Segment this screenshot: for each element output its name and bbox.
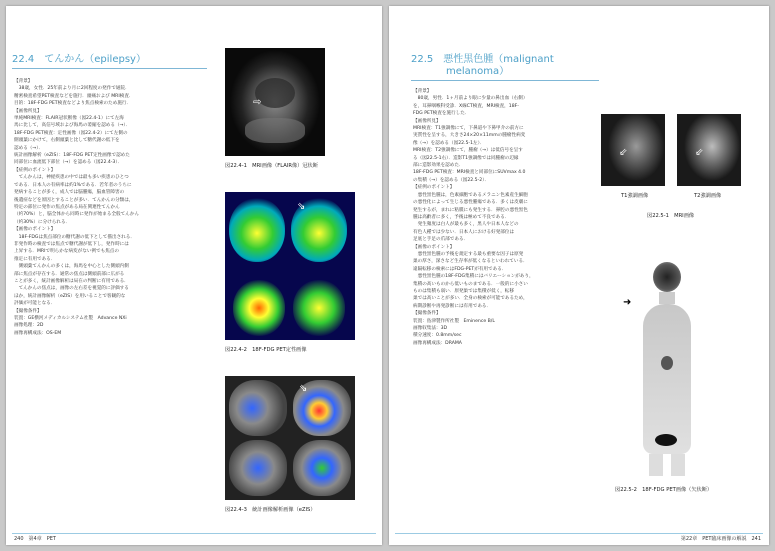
- right-page-footer: 第22章 PET臨床画像の解説 241: [680, 536, 761, 542]
- body-line: 認める（→）．: [14, 145, 44, 151]
- body-line: 有色人種では少ない．日本人における好発部位は: [413, 229, 515, 235]
- body-line: 上昇する．MRIで明らかな病変がない例でも焦点の: [14, 249, 119, 255]
- caption-fig-22-4-1: 図22.4-1 MRI画像（FLAIR像）冠状断: [225, 163, 318, 169]
- body-line: FDG PET検査を施行した．: [413, 111, 470, 117]
- body-line: 【画像所見】: [413, 118, 441, 124]
- body-line: 悪性黒色腫は，色素細胞であるメラニン色素産生細胞: [413, 192, 528, 198]
- body-line: 【画像のポイント】: [413, 244, 455, 250]
- body-line: MRI検査：T2強調像にて，腫瘤（→）は低信号を呈す: [413, 148, 523, 154]
- heading-rule: [12, 68, 207, 69]
- label-t1: T1強調画像: [621, 193, 649, 199]
- left-body-text: [14, 78, 209, 518]
- arrow-icon: ⇙: [619, 147, 628, 158]
- body-line: の悪性化によって生じる悪性腫瘍である．多くは皮膚に: [413, 200, 528, 206]
- body-line: MRI検査：T1強調像にて，下鼻道や下鼻甲介の前方に: [413, 126, 524, 132]
- body-line: 【症例のポイント】: [413, 185, 455, 191]
- body-line: を，耳鼻咽喉科受診．X線CT検査，MRI検査，18F-: [413, 103, 519, 109]
- body-line: 【画像所見】: [14, 108, 42, 114]
- body-line: 病期診断や再発診断には有用である．: [413, 303, 492, 309]
- body-line: 巣では高いことが多い．全身の検索が可能であるため，: [413, 296, 528, 302]
- arrow-icon: ⇘: [299, 383, 308, 394]
- body-line: ものは集積も弱い．原発巣では集積が低く，転移: [413, 288, 514, 294]
- body-line: 腫は高齢者に多く，予後は極めて不良である．: [413, 214, 510, 220]
- body-line: 画像処理：2D: [14, 323, 44, 329]
- body-line: 後遺症などを原因とすることが多い．てんかんの分類は，: [14, 197, 134, 203]
- body-line: 画像収集法：3D: [413, 326, 448, 331]
- caption-fig-22-5-2: 図22.5-2 18F-FDG PET画像（矢状断）: [615, 487, 713, 493]
- body-line: 発生するが，まれに粘膜にも発生する．鼻腔の悪性黒色: [413, 207, 528, 213]
- fdg-pet-image-grid: [225, 192, 355, 340]
- body-line: 発生頻度は白人が最も多く，黒人や日本人などの: [413, 222, 519, 228]
- left-page: [6, 6, 382, 545]
- body-line: 【画像のポイント】: [14, 227, 56, 233]
- heading-rule: [411, 80, 599, 81]
- mri-t2-sagittal-image: [677, 114, 741, 186]
- body-line: 【撮像条件】: [413, 311, 441, 317]
- body-line: 馬に比して，高信号域および海馬の萎縮を認める（→）．: [14, 123, 131, 129]
- body-line: 評価が可能となる．: [14, 301, 56, 307]
- section-heading-epilepsy: 22.4 てんかん（epilepsy）: [12, 54, 146, 65]
- body-line: 集積の高いものから低いものまである．一般的に小さい: [413, 281, 528, 287]
- arrow-icon: ⇨: [253, 97, 262, 108]
- body-line: 発病することが多く，成人では脳腫瘍，脳血管障害の: [14, 190, 125, 196]
- body-line: 18F-FDGは焦点部位の糖代謝の低下として描出される．: [14, 234, 135, 240]
- body-line: 目的：18F-FDG PET検査などより焦点検索のため施行．: [14, 101, 132, 107]
- body-line: てんかんは，神経疾患の中では最も多い疾患のひとつ: [14, 175, 129, 181]
- body-line: 18F-FDG PET検査：MRI検査と同部位にSUVmax 4.0: [413, 170, 526, 176]
- body-line: 18F-FDG PET検査：定性画像（図22.4-2）にて左側の: [14, 130, 128, 136]
- body-line: 【背景】: [413, 89, 432, 94]
- body-line: 側頭葉にかけて，右側頭葉と比して糖代謝の低下を: [14, 138, 120, 144]
- body-line: 装置：GE横河メディカルシステム社製 Advance NXi: [14, 316, 127, 321]
- body-line: 部に造影効果を認めた．: [413, 163, 464, 169]
- caption-fig-22-4-3: 図22.4-3 統計画像解析画像（eZIS）: [225, 507, 316, 513]
- body-line: 単純MRI検査：FLAIR冠状断像（図22.4-1）にて左海: [14, 116, 124, 122]
- right-body-text: [413, 88, 605, 508]
- body-line: 同部位に血流低下部位（→）を認める（図22.4-3）．: [14, 160, 123, 166]
- body-line: の集積（→）を認める（図22.5-2）．: [413, 177, 490, 183]
- body-line: 実質性を呈する，大きさ24×20×11mmの腫瘤性病変: [413, 133, 526, 139]
- body-line: （約30%）に分けられる．: [14, 219, 71, 225]
- arrow-icon: ⇙: [695, 147, 704, 158]
- arrow-icon: ➜: [623, 297, 632, 308]
- body-line: 特定の部位に発作の焦点がある局在関連性てんかん: [14, 204, 120, 210]
- body-line: 装置：島津製作所社製 Eminence B/L: [413, 318, 495, 324]
- left-page-footer: 240 第4章 PET: [14, 536, 56, 542]
- body-line: 画像再構成法：DRAMA: [413, 340, 462, 346]
- body-line: 側頭葉てんかんの多くは，海馬を中心とした側頭内側: [14, 264, 129, 270]
- body-line: 精密検査希望PET検査などを施行．頭痛および MRI検査．: [14, 93, 134, 99]
- body-line: 部に焦点が存在する．通常の焦点は側頭前部に広がる: [14, 271, 125, 277]
- right-page: [389, 6, 769, 545]
- body-line: ほか，統計画像解析（eZIS）を用いることで客観的な: [14, 293, 126, 299]
- fdg-pet-whole-body-image: [621, 256, 713, 478]
- body-line: 遠隔転移の検索にはFDG-PETが有用である．: [413, 266, 507, 272]
- body-line: 【症例のポイント】: [14, 167, 56, 173]
- mri-t1-sagittal-image: [601, 114, 665, 186]
- body-line: 【撮像条件】: [14, 308, 42, 314]
- body-line: ことが多く，統計画像解析は局在の判断に有用である．: [14, 278, 129, 284]
- body-line: 積分速度：0.8mm/sec: [413, 333, 462, 339]
- footer-rule: [395, 533, 763, 534]
- arrow-icon: ⇘: [297, 201, 306, 212]
- section-heading-melanoma-cont: melanoma）: [446, 66, 510, 77]
- body-line: 【背景】: [14, 79, 33, 84]
- label-t2: T2強調画像: [694, 193, 722, 199]
- body-line: 悪性黒色腫の予後を規定する最も重要な因子は原発: [413, 251, 524, 257]
- body-line: である．日本人の有病率は約1%である．若年者のうちに: [14, 182, 132, 188]
- body-line: る（図22.5-1右）．造影T1強調像では同腫瘤の辺縁: [413, 155, 519, 161]
- ezis-statistical-image-grid: [225, 376, 355, 500]
- mri-flair-coronal-image: [225, 48, 325, 156]
- section-heading-melanoma: 22.5 悪性黒色腫（malignant: [411, 54, 554, 65]
- body-line: 推定に有用である．: [14, 256, 56, 262]
- body-line: 統計画像解析（eZIS）：18F-FDG PET定性画像で認めた: [14, 153, 130, 159]
- caption-fig-22-4-2: 図22.4-2 18F-FDG PET定性画像: [225, 347, 307, 353]
- body-line: 画像再構成法：OS-EM: [14, 330, 62, 336]
- body-line: 非発作時の検査では焦点で糖代謝が低下し，発作時には: [14, 241, 129, 247]
- body-line: てんかんの焦点は，画像の左右差を視覚的に評価する: [14, 286, 129, 292]
- body-line: 像（→）を認める（図22.5-1左）．: [413, 140, 485, 146]
- footer-rule: [12, 533, 376, 534]
- body-line: 足底と手足の爪部である．: [413, 237, 469, 243]
- body-line: 80歳，男性．1ヶ月前より眼に少量の鼻出血（右側）: [413, 96, 528, 102]
- body-line: 悪性黒色腫の18F-FDG集積にはバリエーションがあり，: [413, 274, 534, 280]
- body-line: （約70%）と，脳全体から同時に発作が始まる全般てんかん: [14, 212, 140, 218]
- caption-fig-22-5-1: 図22.5-1 MRI画像: [647, 213, 695, 219]
- body-line: 38歳，女性．25年前より月に2回程度の発作で通院．: [14, 86, 130, 92]
- body-line: 巣の厚さ，深さなど生存率が低くなるといわれている．: [413, 259, 528, 265]
